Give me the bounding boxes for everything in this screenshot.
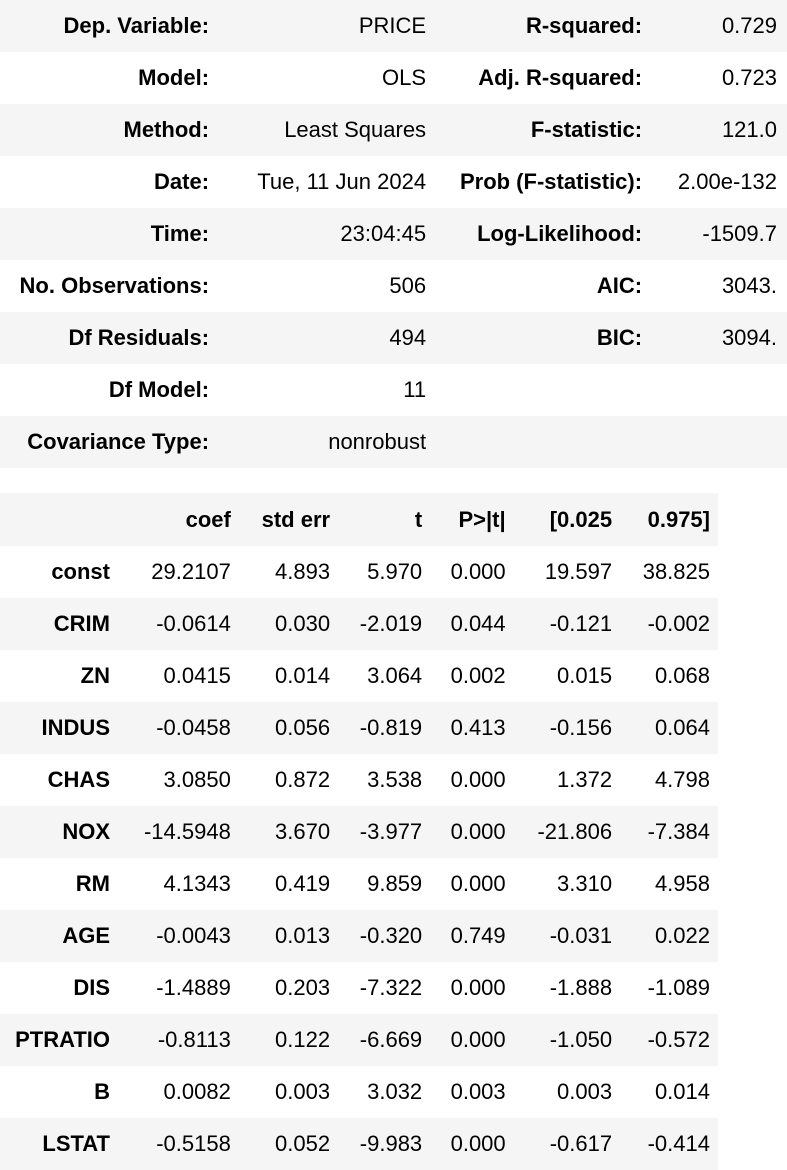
p-value: 0.000 bbox=[450, 1131, 506, 1156]
row-label: PTRATIO bbox=[15, 1027, 110, 1052]
summary-value: PRICE bbox=[358, 13, 427, 38]
p-value: 0.003 bbox=[450, 1079, 506, 1104]
ci-lower-value: -0.156 bbox=[549, 715, 613, 740]
coefficient-header-row bbox=[0, 493, 718, 546]
coefficient-row bbox=[0, 650, 718, 702]
p-value: 0.000 bbox=[450, 767, 506, 792]
row-label: DIS bbox=[73, 975, 110, 1000]
column-header-t: t bbox=[414, 506, 423, 532]
summary-label: Df Model: bbox=[108, 377, 210, 402]
summary-label: Dep. Variable: bbox=[63, 13, 210, 38]
std-err-value: 0.030 bbox=[275, 611, 331, 636]
summary-value: 23:04:45 bbox=[340, 221, 427, 246]
std-err-value: 0.052 bbox=[275, 1131, 331, 1156]
coefficient-row bbox=[0, 858, 718, 910]
ci-upper-value: 4.798 bbox=[654, 767, 710, 792]
coefficient-row bbox=[0, 702, 718, 754]
summary-label: Adj. R-squared: bbox=[478, 65, 643, 90]
std-err-value: 0.003 bbox=[275, 1079, 331, 1104]
summary-value: 3043. bbox=[721, 273, 777, 298]
column-header-ci-lower: [0.025 bbox=[549, 506, 613, 532]
coefficient-row bbox=[0, 962, 718, 1014]
summary-row bbox=[0, 208, 787, 260]
coefficient-row bbox=[0, 1014, 718, 1066]
summary-label: Covariance Type: bbox=[27, 429, 210, 454]
summary-label bbox=[434, 364, 650, 416]
coef-value: -0.5158 bbox=[156, 1131, 231, 1156]
summary-value: 3094. bbox=[721, 325, 777, 350]
p-value: 0.000 bbox=[450, 819, 506, 844]
p-value: 0.000 bbox=[450, 559, 506, 584]
coef-value: 0.0082 bbox=[163, 1079, 231, 1104]
row-label: INDUS bbox=[41, 715, 110, 740]
column-header-p-value: P>|t| bbox=[458, 506, 506, 532]
coefficient-row bbox=[0, 1066, 718, 1118]
summary-value: 506 bbox=[389, 273, 427, 298]
coef-value: -0.0614 bbox=[156, 611, 231, 636]
coef-value: 0.0415 bbox=[163, 663, 231, 688]
coef-value: 3.0850 bbox=[163, 767, 231, 792]
t-value: 3.064 bbox=[367, 663, 423, 688]
coef-value: -0.0458 bbox=[156, 715, 231, 740]
ci-lower-value: -21.806 bbox=[537, 819, 613, 844]
coefficient-row bbox=[0, 1118, 718, 1170]
std-err-value: 3.670 bbox=[275, 819, 331, 844]
p-value: 0.000 bbox=[450, 1027, 506, 1052]
std-err-value: 0.013 bbox=[275, 923, 331, 948]
t-value: -3.977 bbox=[359, 819, 423, 844]
ci-upper-value: -0.002 bbox=[647, 611, 710, 636]
p-value: 0.749 bbox=[450, 923, 506, 948]
ci-lower-value: 1.372 bbox=[557, 767, 613, 792]
t-value: 9.859 bbox=[367, 871, 423, 896]
p-value: 0.413 bbox=[450, 715, 506, 740]
summary-label: AIC: bbox=[596, 273, 643, 298]
row-label: RM bbox=[75, 871, 110, 896]
ci-upper-value: -0.572 bbox=[647, 1027, 710, 1052]
summary-row bbox=[0, 0, 787, 52]
summary-value: 0.723 bbox=[721, 65, 777, 90]
summary-label: R-squared: bbox=[525, 13, 643, 38]
ci-upper-value: 4.958 bbox=[654, 871, 710, 896]
summary-label: Log-Likelihood: bbox=[477, 221, 643, 246]
column-header-coef: coef bbox=[185, 506, 231, 532]
t-value: -0.320 bbox=[359, 923, 423, 948]
ci-lower-value: -0.031 bbox=[549, 923, 613, 948]
coef-value: -0.0043 bbox=[156, 923, 231, 948]
summary-label bbox=[434, 416, 650, 468]
p-value: 0.000 bbox=[450, 871, 506, 896]
summary-value: 121.0 bbox=[721, 117, 777, 142]
summary-row bbox=[0, 104, 787, 156]
ci-upper-value: -7.384 bbox=[647, 819, 710, 844]
std-err-value: 0.872 bbox=[275, 767, 331, 792]
t-value: 5.970 bbox=[367, 559, 423, 584]
ci-lower-value: -0.617 bbox=[549, 1131, 613, 1156]
coefficient-table bbox=[0, 493, 718, 1170]
coef-value: -14.5948 bbox=[143, 819, 231, 844]
ci-lower-value: -0.121 bbox=[549, 611, 613, 636]
coef-value: 4.1343 bbox=[163, 871, 231, 896]
p-value: 0.002 bbox=[450, 663, 506, 688]
summary-label: No. Observations: bbox=[19, 273, 210, 298]
p-value: 0.044 bbox=[450, 611, 506, 636]
summary-value: 2.00e-132 bbox=[677, 169, 777, 194]
row-label: CHAS bbox=[47, 767, 110, 792]
coefficient-row bbox=[0, 546, 718, 598]
ci-lower-value: 3.310 bbox=[557, 871, 613, 896]
regression-summary-table bbox=[0, 0, 787, 468]
summary-value: 494 bbox=[389, 325, 427, 350]
ci-lower-value: -1.888 bbox=[549, 975, 613, 1000]
summary-value: Tue, 11 Jun 2024 bbox=[257, 169, 427, 194]
column-header-ci-upper: 0.975] bbox=[647, 506, 710, 532]
coefficient-row bbox=[0, 910, 718, 962]
summary-row bbox=[0, 156, 787, 208]
summary-row bbox=[0, 416, 787, 468]
t-value: 3.032 bbox=[367, 1079, 423, 1104]
column-header-std-err: std err bbox=[261, 506, 331, 532]
summary-label: Date: bbox=[154, 169, 210, 194]
summary-label: Prob (F-statistic): bbox=[459, 169, 643, 194]
summary-value bbox=[650, 364, 787, 416]
summary-label: Df Residuals: bbox=[68, 325, 210, 350]
ci-lower-value: 19.597 bbox=[544, 559, 613, 584]
summary-label: Model: bbox=[138, 65, 210, 90]
summary-label: F-statistic: bbox=[530, 117, 643, 142]
coefficient-row bbox=[0, 598, 718, 650]
std-err-value: 0.203 bbox=[275, 975, 331, 1000]
t-value: -7.322 bbox=[359, 975, 423, 1000]
coef-value: -1.4889 bbox=[156, 975, 231, 1000]
std-err-value: 0.056 bbox=[275, 715, 331, 740]
row-label: CRIM bbox=[53, 611, 110, 636]
t-value: -9.983 bbox=[359, 1131, 423, 1156]
t-value: -6.669 bbox=[359, 1027, 423, 1052]
summary-value: 0.729 bbox=[721, 13, 777, 38]
std-err-value: 0.419 bbox=[275, 871, 331, 896]
ci-upper-value: 0.022 bbox=[654, 923, 710, 948]
summary-label: Method: bbox=[123, 117, 210, 142]
t-value: 3.538 bbox=[367, 767, 423, 792]
row-label: ZN bbox=[80, 663, 110, 688]
summary-row bbox=[0, 260, 787, 312]
summary-value: OLS bbox=[382, 65, 427, 90]
ci-upper-value: 38.825 bbox=[642, 559, 710, 584]
summary-value: 11 bbox=[403, 377, 427, 402]
summary-label: BIC: bbox=[596, 325, 643, 350]
p-value: 0.000 bbox=[450, 975, 506, 1000]
coefficient-table-body bbox=[0, 546, 718, 1170]
ci-upper-value: -0.414 bbox=[647, 1131, 710, 1156]
summary-value bbox=[650, 416, 787, 468]
row-label: const bbox=[51, 559, 110, 584]
row-label: AGE bbox=[62, 923, 110, 948]
ci-upper-value: -1.089 bbox=[647, 975, 710, 1000]
summary-row bbox=[0, 364, 787, 416]
t-value: -0.819 bbox=[359, 715, 423, 740]
ci-upper-value: 0.068 bbox=[654, 663, 710, 688]
row-label: B bbox=[94, 1079, 110, 1104]
ci-lower-value: -1.050 bbox=[549, 1027, 613, 1052]
std-err-value: 0.122 bbox=[275, 1027, 331, 1052]
row-label: NOX bbox=[62, 819, 110, 844]
coefficient-row bbox=[0, 754, 718, 806]
summary-label: Time: bbox=[150, 221, 210, 246]
coef-value: -0.8113 bbox=[157, 1027, 231, 1052]
ci-lower-value: 0.003 bbox=[557, 1079, 613, 1104]
summary-value: -1509.7 bbox=[702, 221, 777, 246]
std-err-value: 4.893 bbox=[275, 559, 331, 584]
ci-lower-value: 0.015 bbox=[557, 663, 613, 688]
summary-row bbox=[0, 52, 787, 104]
row-label: LSTAT bbox=[42, 1131, 110, 1156]
std-err-value: 0.014 bbox=[275, 663, 331, 688]
coefficient-row bbox=[0, 806, 718, 858]
summary-row bbox=[0, 312, 787, 364]
ci-upper-value: 0.064 bbox=[654, 715, 710, 740]
column-header bbox=[0, 493, 118, 546]
coef-value: 29.2107 bbox=[151, 559, 231, 584]
summary-value: Least Squares bbox=[284, 117, 427, 142]
table-spacer bbox=[0, 468, 787, 493]
t-value: -2.019 bbox=[359, 611, 423, 636]
ci-upper-value: 0.014 bbox=[654, 1079, 710, 1104]
summary-value: nonrobust bbox=[328, 429, 427, 454]
